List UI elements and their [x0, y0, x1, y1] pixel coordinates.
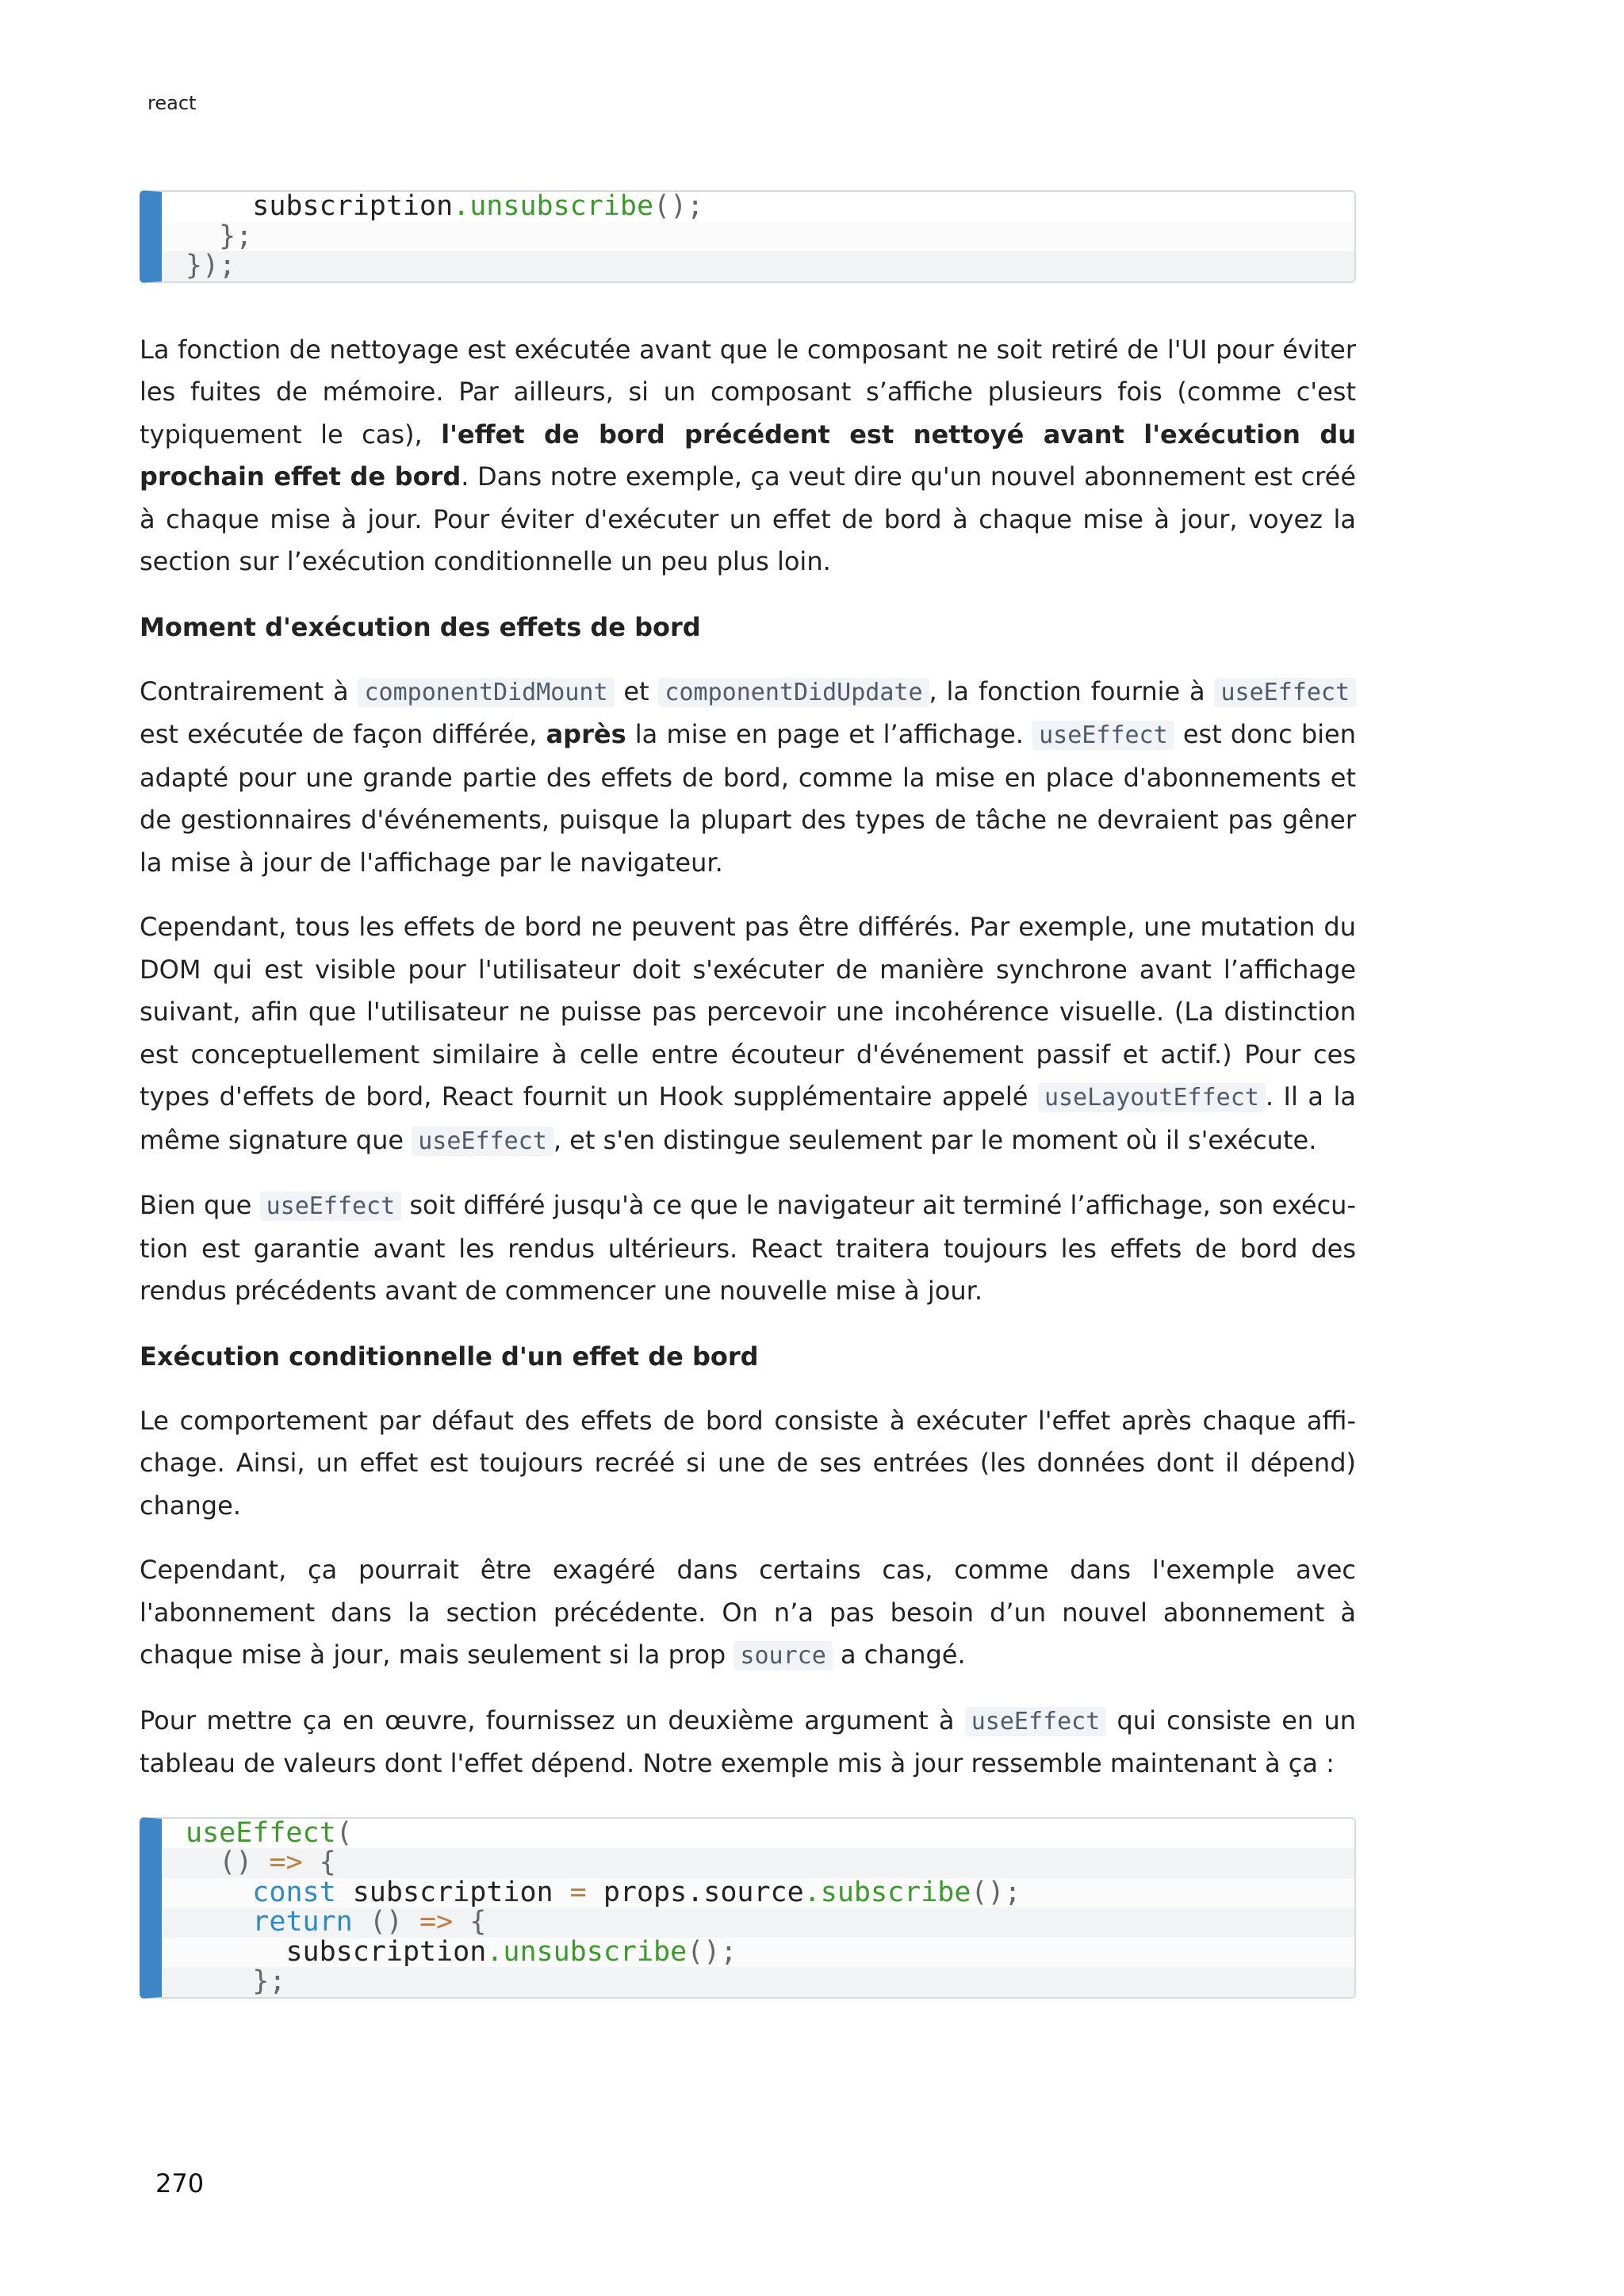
inline-code: componentDidUpdate — [658, 678, 929, 707]
section-heading-conditional: Exécution conditionnelle d'un effet de bord — [140, 1341, 759, 1372]
code-line: subscription.unsubscribe(); — [285, 1935, 737, 1968]
code-line: }); — [162, 251, 1354, 281]
code-line: const subscription = props.source.subscribe(); — [252, 1876, 1021, 1908]
inline-code: useLayoutEffect — [1038, 1083, 1266, 1112]
paragraph-default-behavior: Le comportement par défaut des effets de bord consiste à exécuter l'effet après chaque affichage. Ainsi, un effet est toujours recréé si une de ses entrées (les données dont il dépend) change. — [140, 1405, 1356, 1521]
paragraph-timing: Contrairement à componentDidMount et componentDidUpdate , la fonction fournie à useEffect est exécutée de façon différée, après la mise en page et l’affichage. useEffect est donc bien adapté pour une grande partie des effets de bord, comme la mise en place d'abonnements et de gestionnaires d'événements, puisque la plupart des types de tâche ne devraient pas gêner la mise à jour de l'affichage par le navigateur. — [140, 675, 1357, 878]
page-number: 270 — [155, 2168, 205, 2198]
code-line: }; — [162, 1967, 1354, 1997]
inline-code: useEffect — [1214, 678, 1356, 707]
paragraph-exaggerated: Cependant, ça pourrait être exagéré dans certains cas, comme dans l'exemple avec l'abonnement dans la section précédente. On n’a pas besoin d’un nouvel abonnement à chaque mise à jour, mais seulement si la prop source a changé. — [140, 1555, 1356, 1670]
inline-code: componentDidMount — [358, 678, 614, 707]
paragraph-cleanup: La fonction de nettoyage est exécutée avant que le composant ne soit retiré de l'UI pour éviter les fuites de mémoire. Par ailleurs, si un composant s’affiche plusieurs fois (comme c'est typiquement le cas), l'effet de bord précédent est nettoyé avant l'exécution du prochain effet de bord. Dans notre exemple, ça veut dire qu'un nouvel abonnement est créé à chaque mise à jour. Pour éviter d'exécuter un effet de bord à chaque mise à jour, voyez la section sur l’exécution conditionnelle un peu plus loin. — [140, 334, 1357, 576]
inline-code: useEffect — [260, 1192, 402, 1221]
paragraph-second-argument: Pour mettre ça en œuvre, fournissez un deuxième argument à useEffect qui consiste en un tableau de valeurs dont l'effet dépend. Notre exemple mis à jour ressemble maintenant à ça : — [140, 1705, 1357, 1778]
running-header: react — [147, 92, 197, 114]
code-line: }; — [186, 220, 253, 252]
code-line: useEffect( — [162, 1819, 1354, 1849]
code-line: subscription.unsubscribe(); — [162, 192, 1354, 222]
inline-code: useEffect — [965, 1707, 1107, 1736]
code-block-useeffect — [140, 1817, 1356, 1999]
code-line: () => { — [162, 1848, 1354, 1878]
code-line: return () => { — [162, 1908, 1354, 1938]
code-block-cleanup — [140, 190, 1356, 283]
paragraph-deferred: Bien que useEffect soit différé jusqu'à ce que le navigateur ait terminé l’affichage, son exécution est garantie avant les rendus ultérieurs. React traitera toujours les effets de bord des rendus précédents avant de commencer une nouvelle mise à jour. — [140, 1190, 1356, 1306]
page-content — [140, 190, 1356, 1999]
inline-code: useEffect — [1032, 721, 1174, 750]
inline-code: source — [733, 1641, 832, 1670]
inline-code: useEffect — [412, 1127, 553, 1156]
section-heading-timing: Moment d'exécution des effets de bord — [140, 611, 701, 642]
paragraph-layout-effect: Cependant, tous les effets de bord ne peuvent pas être différés. Par exemple, une mutation du DOM qui est visible pour l'utilisateur doit s'exécuter de manière synchrone avant l’affichage suivant, afin que l'utilisateur ne puisse pas percevoir une incohérence visuelle. (La distinction est conceptuellement similaire à celle entre écouteur d'événement passif et actif.) Pour ces types d'effets de bord, React fournit un Hook supplémentaire appelé useLayoutEffect . Il a la même signature que useEffect , et s'en distingue seulement par le moment où il s'exécute. — [140, 912, 1357, 1155]
